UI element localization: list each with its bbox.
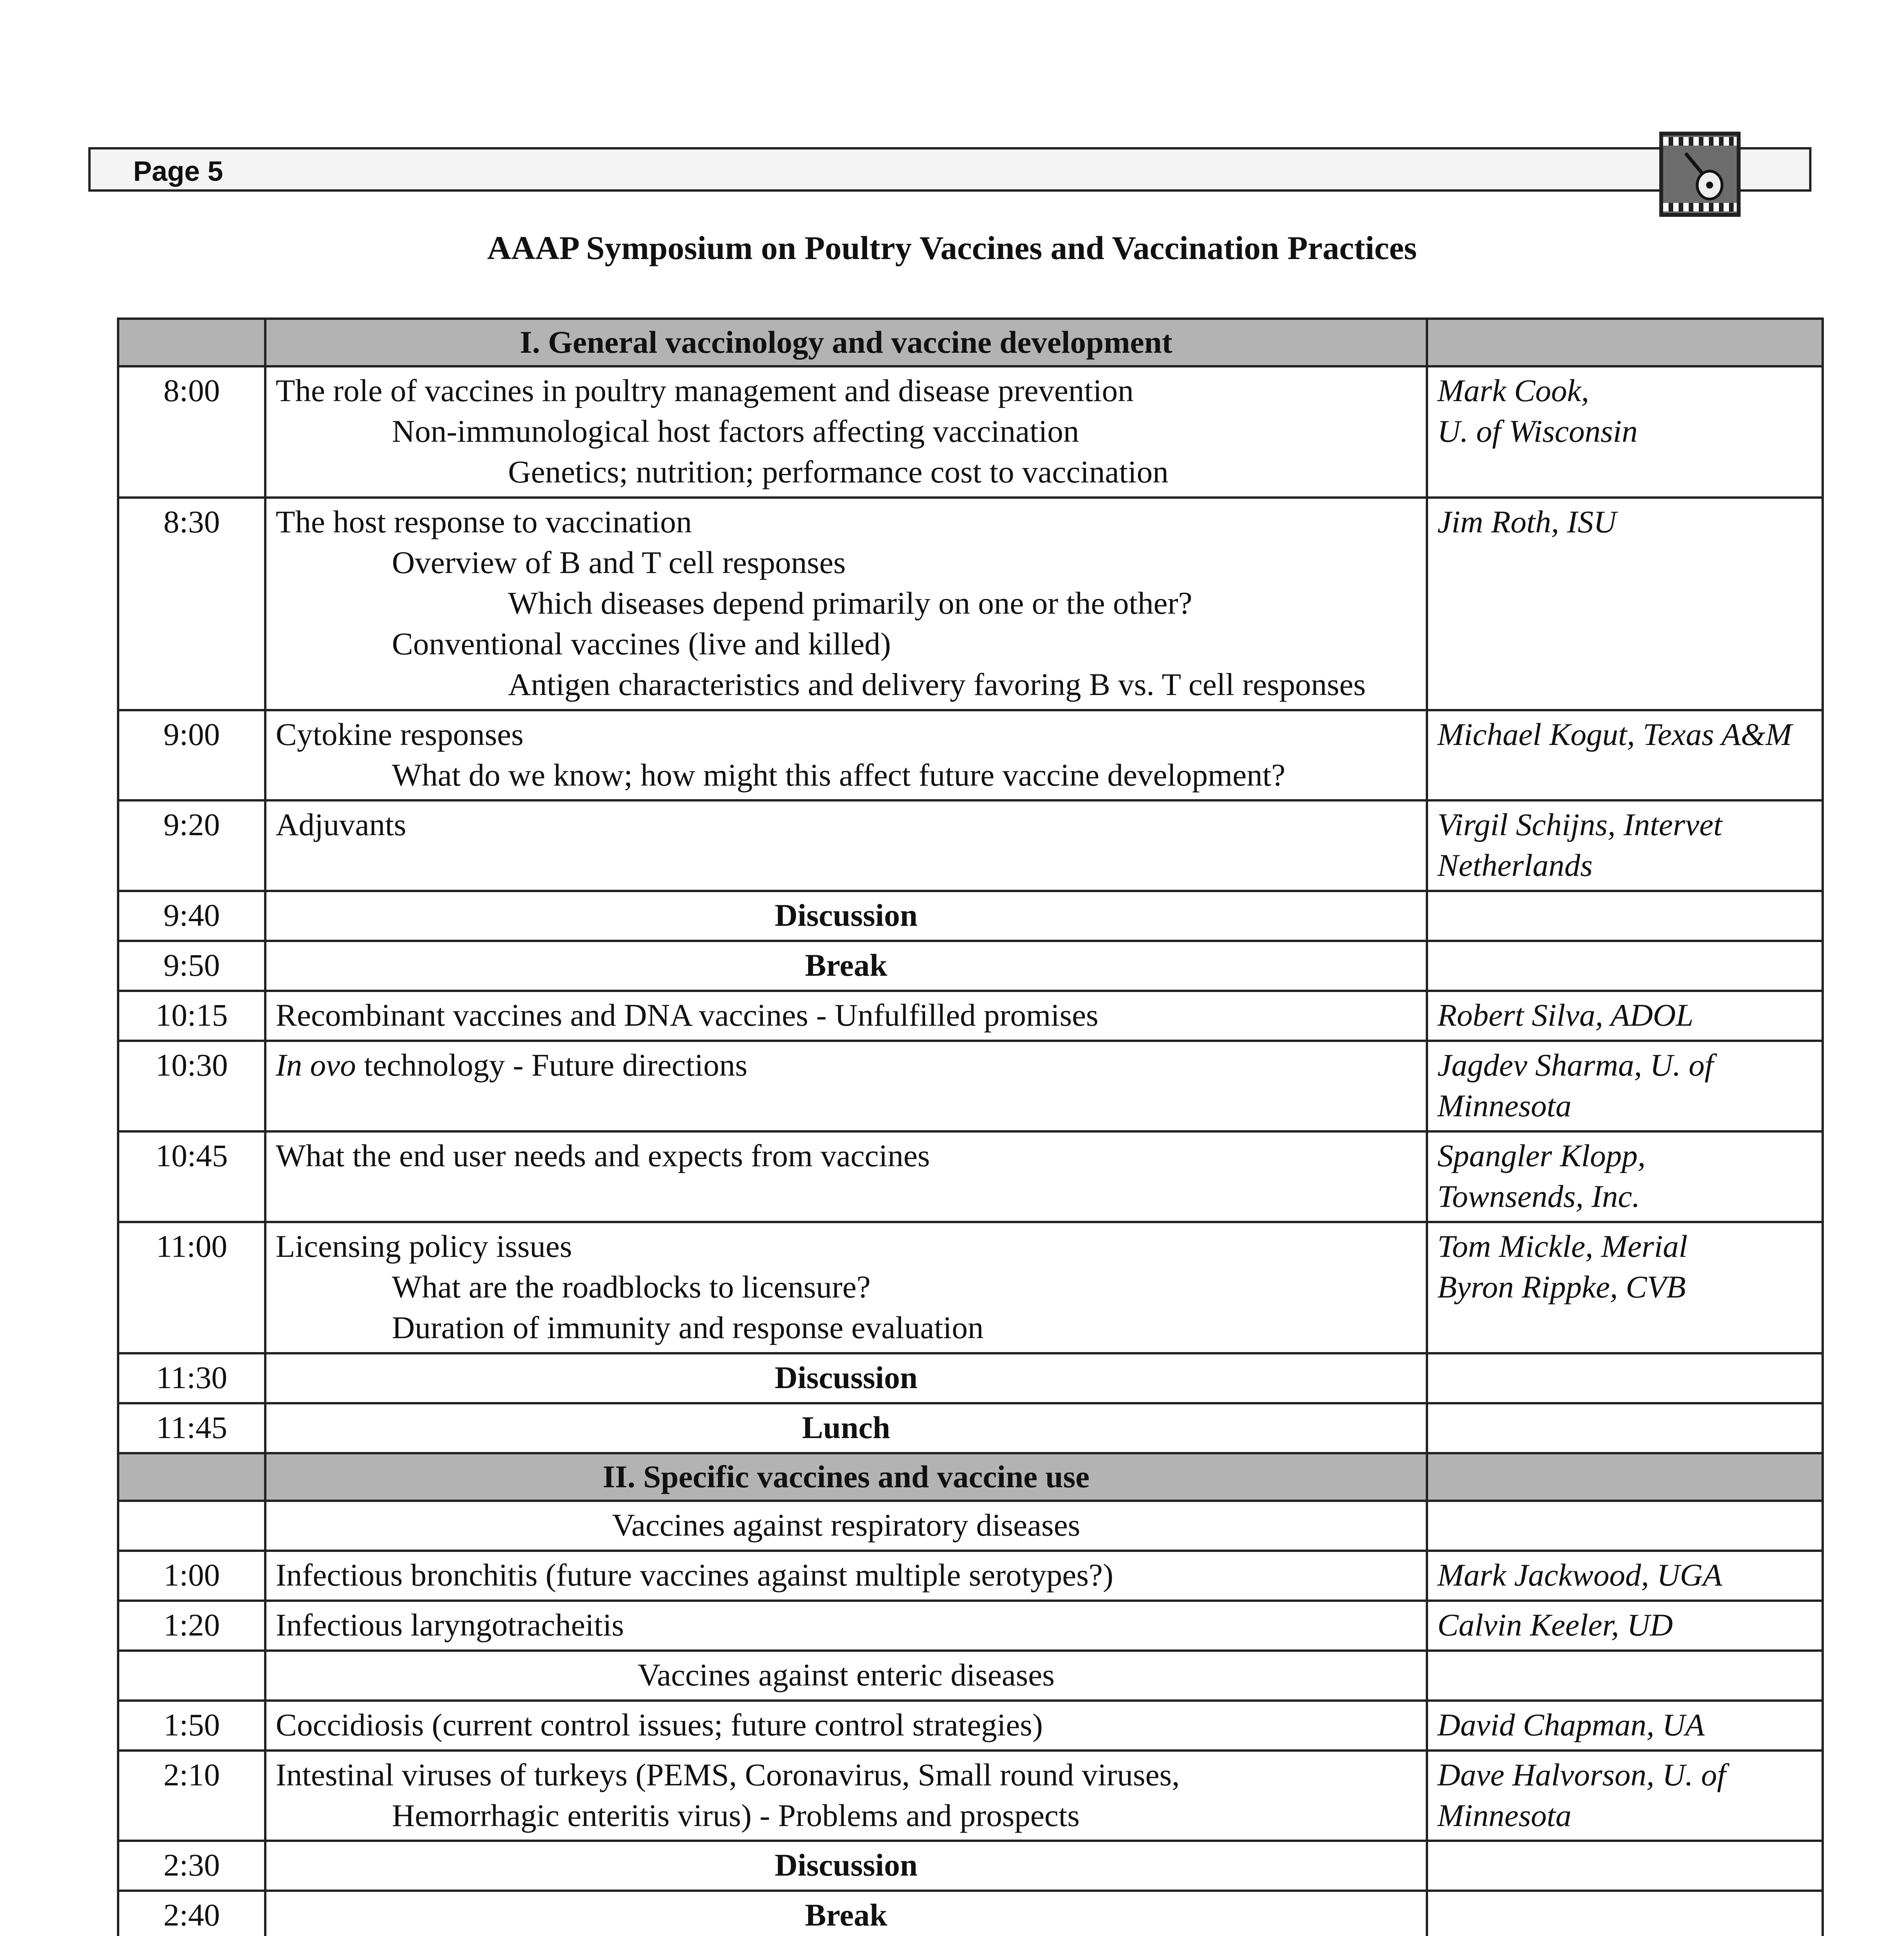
speaker-name: Byron Rippke, CVB <box>1437 1269 1686 1305</box>
session-topic <box>265 991 1427 1041</box>
speaker <box>1427 800 1823 891</box>
session-time: 1:50 <box>118 1701 265 1751</box>
speaker-name: Mark Cook, <box>1437 372 1589 408</box>
session-topic <box>265 1601 1427 1651</box>
topic-subline: Antigen characteristics and delivery favoring B vs. T cell responses <box>508 666 1366 702</box>
table-row <box>118 1222 1823 1353</box>
speaker-affiliation: U. of Wisconsin <box>1437 413 1638 449</box>
table-row <box>118 1891 1823 1936</box>
session-label: Discussion <box>265 1353 1427 1403</box>
speaker <box>1427 1601 1823 1651</box>
subsection-row <box>118 1501 1823 1551</box>
topic-line: Coccidiosis (current control issues; future control strategies) <box>276 1707 1043 1742</box>
speaker-name: Spangler Klopp, <box>1437 1138 1646 1174</box>
table-row <box>118 1601 1823 1651</box>
topic-line: What the end user needs and expects from vaccines <box>276 1138 930 1174</box>
topic-italic-term: In ovo <box>276 1047 356 1083</box>
table-row <box>118 1131 1823 1222</box>
session-topic <box>265 1701 1427 1751</box>
topic-subline: Duration of immunity and response evaluation <box>392 1310 984 1345</box>
session-time: 1:00 <box>118 1551 265 1601</box>
section-header-row <box>118 1453 1823 1501</box>
table-row <box>118 891 1823 941</box>
table-row <box>118 1353 1823 1403</box>
session-time: 8:00 <box>118 366 265 498</box>
session-time: 10:15 <box>118 991 265 1041</box>
table-row <box>118 800 1823 891</box>
topic-subline: What do we know; how might this affect future vaccine development? <box>392 757 1286 793</box>
topic-subline: What are the roadblocks to licensure? <box>392 1269 871 1305</box>
session-topic <box>265 710 1427 801</box>
section-heading: I. General vaccinology and vaccine development <box>265 319 1427 366</box>
page-title: AAAP Symposium on Poultry Vaccines and Vaccination Practices <box>487 229 1417 266</box>
session-time: 9:40 <box>118 891 265 941</box>
session-time: 9:50 <box>118 941 265 991</box>
speaker-affiliation: Townsends, Inc. <box>1437 1179 1640 1214</box>
speaker <box>1427 366 1823 498</box>
speaker <box>1427 1041 1823 1131</box>
session-topic <box>265 1041 1427 1131</box>
table-row <box>118 1551 1823 1601</box>
session-label: Break <box>265 941 1427 991</box>
session-time: 10:30 <box>118 1041 265 1131</box>
session-time: 10:45 <box>118 1131 265 1222</box>
topic-subline: Which diseases depend primarily on one or the other? <box>508 585 1192 621</box>
speaker <box>1427 1751 1823 1841</box>
session-time: 9:20 <box>118 800 265 891</box>
speaker <box>1427 991 1823 1041</box>
session-label: Break <box>265 1891 1427 1936</box>
section-header-row <box>118 319 1823 366</box>
session-topic <box>265 1551 1427 1601</box>
session-time: 2:30 <box>118 1841 265 1891</box>
speaker <box>1427 498 1823 710</box>
table-row <box>118 991 1823 1041</box>
speaker <box>1427 1131 1823 1222</box>
session-topic <box>265 800 1427 891</box>
speaker-name: Dave Halvorson, U. of Minnesota <box>1437 1757 1726 1833</box>
topic-subline: Conventional vaccines (live and killed) <box>392 626 891 661</box>
topic-line: Intestinal viruses of turkeys (PEMS, Coronavirus, Small round viruses, <box>276 1757 1180 1792</box>
table-row <box>118 498 1823 710</box>
session-time: 1:20 <box>118 1601 265 1651</box>
subsection-heading: Vaccines against respiratory diseases <box>265 1501 1427 1551</box>
guitar-logo-icon <box>1659 132 1741 217</box>
speaker-name: Virgil Schijns, Intervet Netherlands <box>1437 807 1722 883</box>
session-time: 2:40 <box>118 1891 265 1936</box>
speaker-name: Tom Mickle, Merial <box>1437 1229 1688 1264</box>
schedule-table <box>117 318 1824 1936</box>
speaker <box>1427 710 1823 801</box>
session-time: 11:00 <box>118 1222 265 1353</box>
speaker-name: David Chapman, UA <box>1437 1707 1705 1742</box>
session-time: 11:45 <box>118 1403 265 1453</box>
table-row <box>118 1041 1823 1131</box>
speaker-name: Michael Kogut, Texas A&M <box>1437 716 1792 752</box>
table-row <box>118 1751 1823 1841</box>
topic-line: Licensing policy issues <box>276 1229 572 1264</box>
topic-line: The role of vaccines in poultry management and disease prevention <box>276 372 1134 408</box>
session-time: 8:30 <box>118 498 265 710</box>
page-number: Page 5 <box>133 156 223 187</box>
speaker-name: Jagdev Sharma, U. of Minnesota <box>1437 1047 1713 1124</box>
table-row <box>118 941 1823 991</box>
topic-line: Infectious laryngotracheitis <box>276 1607 624 1643</box>
table-row <box>118 1841 1823 1891</box>
section-heading: II. Specific vaccines and vaccine use <box>265 1453 1427 1501</box>
topic-line <box>276 1045 1416 1086</box>
topic-text: technology - Future directions <box>356 1047 748 1083</box>
speaker-name: Mark Jackwood, UGA <box>1437 1557 1722 1593</box>
session-label: Discussion <box>265 891 1427 941</box>
session-topic <box>265 1222 1427 1353</box>
topic-subline: Genetics; nutrition; performance cost to vaccination <box>508 454 1169 489</box>
session-time: 9:00 <box>118 710 265 801</box>
topic-line: Recombinant vaccines and DNA vaccines - Unfulfilled promises <box>276 997 1099 1033</box>
topic-line: Adjuvants <box>276 807 407 843</box>
topic-subline: Hemorrhagic enteritis virus) - Problems and prospects <box>392 1797 1080 1833</box>
page-header-bar <box>88 147 1811 192</box>
speaker-name: Jim Roth, ISU <box>1437 504 1617 539</box>
topic-subline: Overview of B and T cell responses <box>392 544 846 580</box>
session-time: 2:10 <box>118 1751 265 1841</box>
topic-subline: Non-immunological host factors affecting vaccination <box>392 413 1079 449</box>
session-label: Lunch <box>265 1403 1427 1453</box>
session-topic <box>265 498 1427 710</box>
speaker-name: Robert Silva, ADOL <box>1437 997 1694 1033</box>
session-time: 11:30 <box>118 1353 265 1403</box>
session-topic <box>265 366 1427 498</box>
topic-line: The host response to vaccination <box>276 504 692 539</box>
speaker <box>1427 1222 1823 1353</box>
table-row <box>118 1701 1823 1751</box>
table-row <box>118 1403 1823 1453</box>
topic-line: Cytokine responses <box>276 716 524 752</box>
speaker <box>1427 1551 1823 1601</box>
speaker <box>1427 1701 1823 1751</box>
session-topic <box>265 1131 1427 1222</box>
table-row <box>118 366 1823 498</box>
speaker-name: Calvin Keeler, UD <box>1437 1607 1673 1643</box>
subsection-heading: Vaccines against enteric diseases <box>265 1651 1427 1701</box>
table-row <box>118 710 1823 801</box>
subsection-row <box>118 1651 1823 1701</box>
session-topic <box>265 1751 1427 1841</box>
session-label: Discussion <box>265 1841 1427 1891</box>
topic-line: Infectious bronchitis (future vaccines against multiple serotypes?) <box>276 1557 1114 1593</box>
